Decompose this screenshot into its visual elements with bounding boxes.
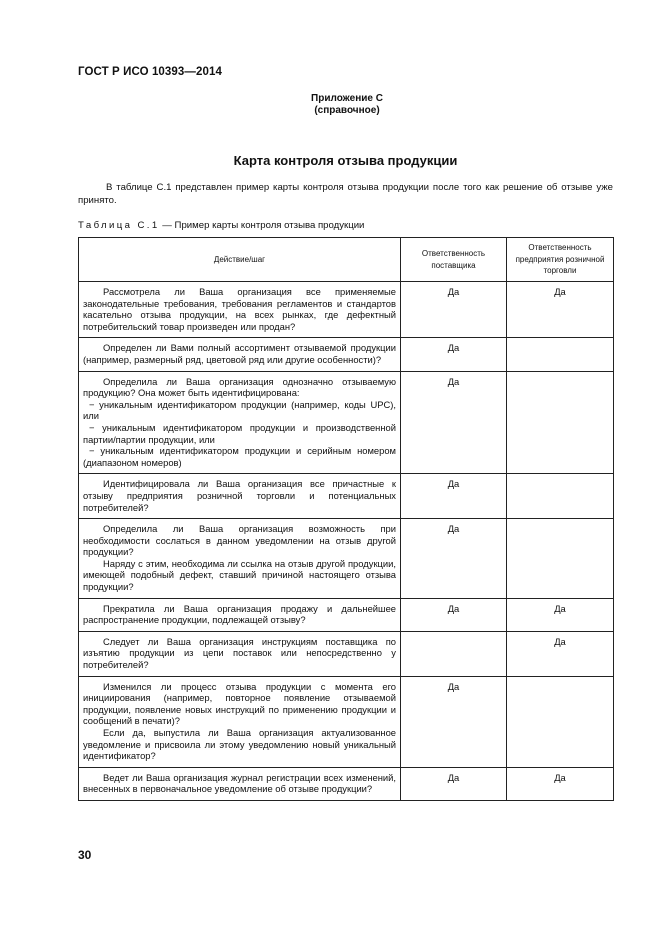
page-number: 30 <box>78 848 92 862</box>
intro-text: В таблице С.1 представлен пример карты контроля отзыва продукции после того как решение об отзыве уже принято. <box>78 182 613 206</box>
table-row <box>79 371 614 474</box>
retailer-responsibility-cell: Да <box>507 631 614 676</box>
header-retailer: Ответственность предприятия розничной торговли <box>507 238 614 282</box>
action-step-cell <box>79 371 401 474</box>
action-step-text: − уникальным идентификатором продукции и серийным номером (диапазоном номеров) <box>83 445 396 468</box>
action-step-text: Рассмотрела ли Ваша организация все применяемые законодательные требования, требования регламентов и стандартов касательно отзыва продукции, на всех рынках, где дефектный потребительский товар произведен или продан? <box>83 286 396 332</box>
action-step-text: Определила ли Ваша организация возможность при необходимости сослаться в данном уведомлении на отзыв другой продукции? <box>83 523 396 558</box>
table-header-row <box>79 238 614 282</box>
retailer-responsibility-cell <box>507 338 614 371</box>
action-step-text: Наряду с этим, необходима ли ссылка на отзыв другой продукции, имеющей подобный дефект, ставший причиной настоящего отзыва продукции? <box>83 557 396 593</box>
action-step-cell <box>79 631 401 676</box>
supplier-responsibility-cell: Да <box>401 282 507 338</box>
retailer-responsibility-cell <box>507 519 614 599</box>
supplier-responsibility-cell: Да <box>401 598 507 631</box>
intro-paragraph <box>78 182 613 207</box>
table-row <box>79 767 614 800</box>
header-action: Действие/шаг <box>79 238 401 282</box>
table-row <box>79 474 614 519</box>
supplier-responsibility-cell: Да <box>401 371 507 474</box>
table-row <box>79 676 614 767</box>
page-title: Карта контроля отзыва продукции <box>233 153 458 168</box>
retailer-responsibility-cell <box>507 371 614 474</box>
annex-heading <box>300 93 394 117</box>
annex-kind: (справочное) <box>314 105 380 116</box>
action-step-text: − уникальным идентификатором продукции (например, коды UPC), или <box>83 398 396 422</box>
retailer-responsibility-cell: Да <box>507 767 614 800</box>
supplier-responsibility-cell: Да <box>401 338 507 371</box>
table-row <box>79 598 614 631</box>
action-step-text: Идентифицировала ли Ваша организация все причастные к отзыву предприятия розничной торговли и потенциальных потребителей? <box>83 478 396 513</box>
table-row <box>79 631 614 676</box>
annex-title: Приложение С <box>311 93 383 104</box>
table-caption <box>78 220 364 231</box>
action-step-cell <box>79 598 401 631</box>
supplier-responsibility-cell <box>401 631 507 676</box>
action-step-cell <box>79 474 401 519</box>
action-step-cell <box>79 338 401 371</box>
action-step-cell <box>79 282 401 338</box>
retailer-responsibility-cell <box>507 676 614 767</box>
table-row <box>79 519 614 599</box>
table-row <box>79 282 614 338</box>
table-caption-label: Таблица С.1 <box>78 220 160 231</box>
retailer-responsibility-cell: Да <box>507 598 614 631</box>
supplier-responsibility-cell: Да <box>401 676 507 767</box>
supplier-responsibility-cell: Да <box>401 767 507 800</box>
recall-checklist-table <box>78 237 614 801</box>
action-step-text: Ведет ли Ваша организация журнал регистрации всех изменений, внесенных в первоначальное уведомление об отзыве продукции? <box>83 771 396 795</box>
action-step-text: Определила ли Ваша организация однозначно отзываемую продукцию? Она может быть идентифицирована: <box>83 375 396 399</box>
retailer-responsibility-cell <box>507 474 614 519</box>
action-step-cell <box>79 767 401 800</box>
retailer-responsibility-cell: Да <box>507 282 614 338</box>
action-step-cell <box>79 519 401 599</box>
supplier-responsibility-cell: Да <box>401 519 507 599</box>
action-step-text: Определен ли Вами полный ассортимент отзываемой продукции (например, размерный ряд, цветовой ряд или другие особенности)? <box>83 342 396 365</box>
action-step-text: − уникальным идентификатором продукции и производственной партии/партии продукции, или <box>83 421 396 445</box>
document-code: ГОСТ Р ИСО 10393—2014 <box>78 66 223 78</box>
header-supplier: Ответственность поставщика <box>401 238 507 282</box>
action-step-text: Прекратила ли Ваша организация продажу и дальнейшее распространение продукции, подлежащей отзыву? <box>83 602 396 626</box>
table-caption-text: — Пример карты контроля отзыва продукции <box>159 220 365 231</box>
action-step-cell <box>79 676 401 767</box>
action-step-text: Если да, выпустила ли Ваша организация актуализованное уведомление и присвоила ли этому уведомлению новый уникальный идентификатор? <box>83 727 396 762</box>
action-step-text: Следует ли Ваша организация инструкциям поставщика по изъятию продукции из цепи поставок или непосредственно у потребителей? <box>83 635 396 671</box>
table-row <box>79 338 614 371</box>
supplier-responsibility-cell: Да <box>401 474 507 519</box>
action-step-text: Изменился ли процесс отзыва продукции с момента его инициирования (например, повторное появление отзываемой продукции, появление новых инструкций по применению продукции и сообщений в печати)? <box>83 680 396 727</box>
